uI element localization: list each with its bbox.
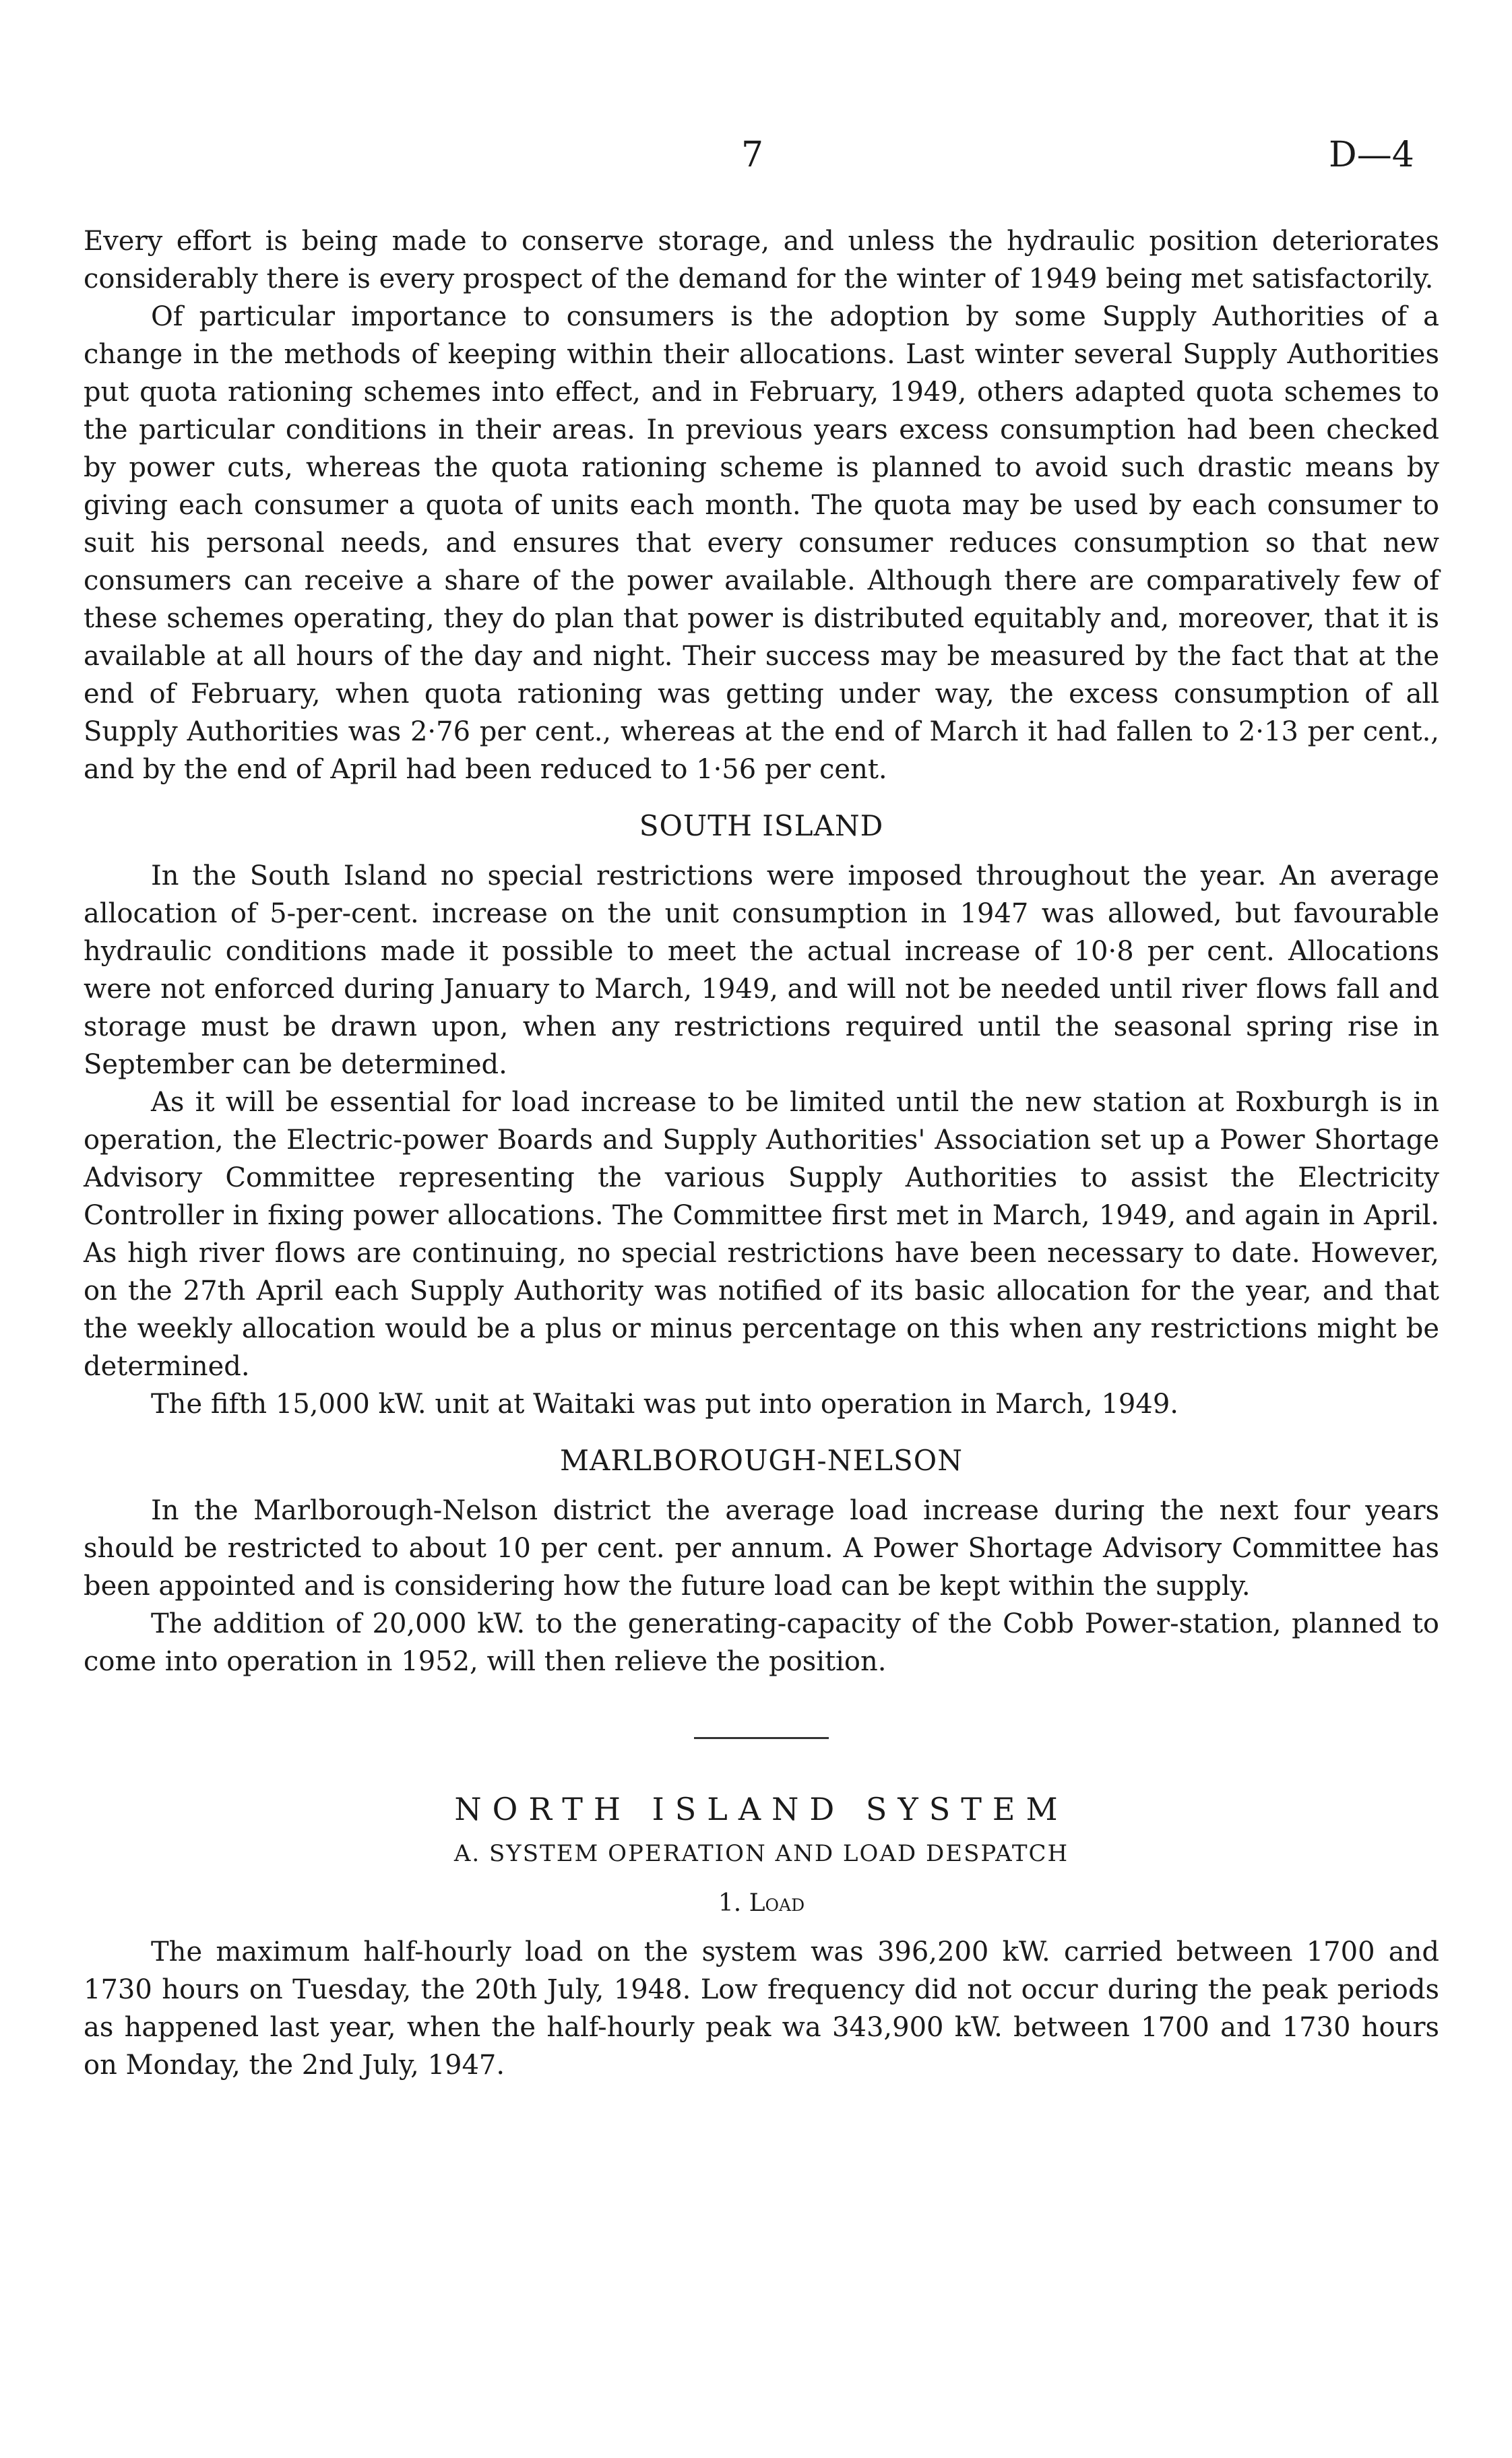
south-island-paragraph-3: The fifth 15,000 kW. unit at Waitaki was put into operation in March, 1949. xyxy=(151,1389,1178,1420)
south-island-paragraph-1: In the South Island no special restrictions were imposed throughout the year. An average allocation of 5-per-cent. increase on the unit consumption in 1947 was allowed, but favourable hydraulic conditions made it possible to meet the actual increase of 10·8 per cent. Allocations were not enforced during January to March, 1949, and will not be needed until river flows fall and storage must be drawn upon, when any restrictions required until the seasonal spring rise in September can be determined. xyxy=(84,860,1439,1080)
document-code: D—4 xyxy=(1329,135,1414,175)
north-island-paragraph-1: The maximum half-hourly load on the system was 396,200 kW. carried between 1700 and 1730 hours on Tuesday, the 20th July, 1948. Low frequency did not occur during the peak periods as happened last year, when the half-hourly peak wa 343,900 kW. between 1700 and 1730 hours on Monday, the 2nd July, 1947. xyxy=(84,1936,1439,2081)
intro-paragraph-1: Every effort is being made to conserve storage, and unless the hydraulic position deteriorates considerably there is every prospect of the demand for the winter of 1949 being met satisfactorily. xyxy=(84,226,1439,294)
load-section-heading: 1. Load xyxy=(718,1889,805,1917)
marlborough-nelson-paragraph-2: The addition of 20,000 kW. to the generating-capacity of the Cobb Power-station, planned to come into operation in 1952, will then relieve the position. xyxy=(84,1608,1439,1677)
marlborough-nelson-paragraph-1: In the Marlborough-Nelson district the average load increase during the next four years should be restricted to about 10 per cent. per annum. A Power Shortage Advisory Committee has been appointed and is considering how the future load can be kept within the supply. xyxy=(84,1495,1439,1602)
intro-paragraph-2: Of particular importance to consumers is the adoption by some Supply Authorities of a change in the methods of keeping within their allocations. Last winter several Supply Authorities put quota rationing schemes into effect, and in February, 1949, others adapted quota schemes to the particular conditions in their areas. In previous years excess consumption had been checked by power cuts, whereas the quota rationing scheme is planned to avoid such drastic means by giving each consumer a quota of units each month. The quota may be used by each consumer to suit his personal needs, and ensures that every consumer reduces consumption so that new consumers can receive a share of the power available. Although there are comparatively few of these schemes operating, they do plan that power is distributed equitably and, moreover, that it is available at all hours of the day and night. Their success may be measured by the fact that at the end of February, when quota rationing was getting under way, the excess consumption of all Supply Authorities was 2·76 per cent., whereas at the end of March it had fallen to 2·13 per cent., and by the end of April had been reduced to 1·56 per cent. xyxy=(84,301,1439,785)
section-divider xyxy=(694,1737,829,1739)
page-header xyxy=(0,135,1512,189)
body-text xyxy=(84,222,1439,2084)
marlborough-nelson-heading: MARLBOROUGH-NELSON xyxy=(559,1444,963,1477)
south-island-paragraph-2: As it will be essential for load increase to be limited until the new station at Roxburgh is in operation, the Electric-power Boards and Supply Authorities' Association set up a Power Shortage Advisory Committee representing the various Supply Authorities to assist the Electricity Controller in fixing power allocations. The Committee first met in March, 1949, and again in April. As high river flows are continuing, no special restrictions have been necessary to date. However, on the 27th April each Supply Authority was notified of its basic allocation for the year, and that the weekly allocation would be a plus or minus percentage on this when any restrictions might be determined. xyxy=(84,1087,1439,1382)
north-island-subheading: A. SYSTEM OPERATION AND LOAD DESPATCH xyxy=(453,1840,1069,1867)
north-island-heading: NORTH ISLAND SYSTEM xyxy=(454,1791,1069,1827)
south-island-heading: SOUTH ISLAND xyxy=(639,809,884,842)
page-number: 7 xyxy=(741,135,764,175)
